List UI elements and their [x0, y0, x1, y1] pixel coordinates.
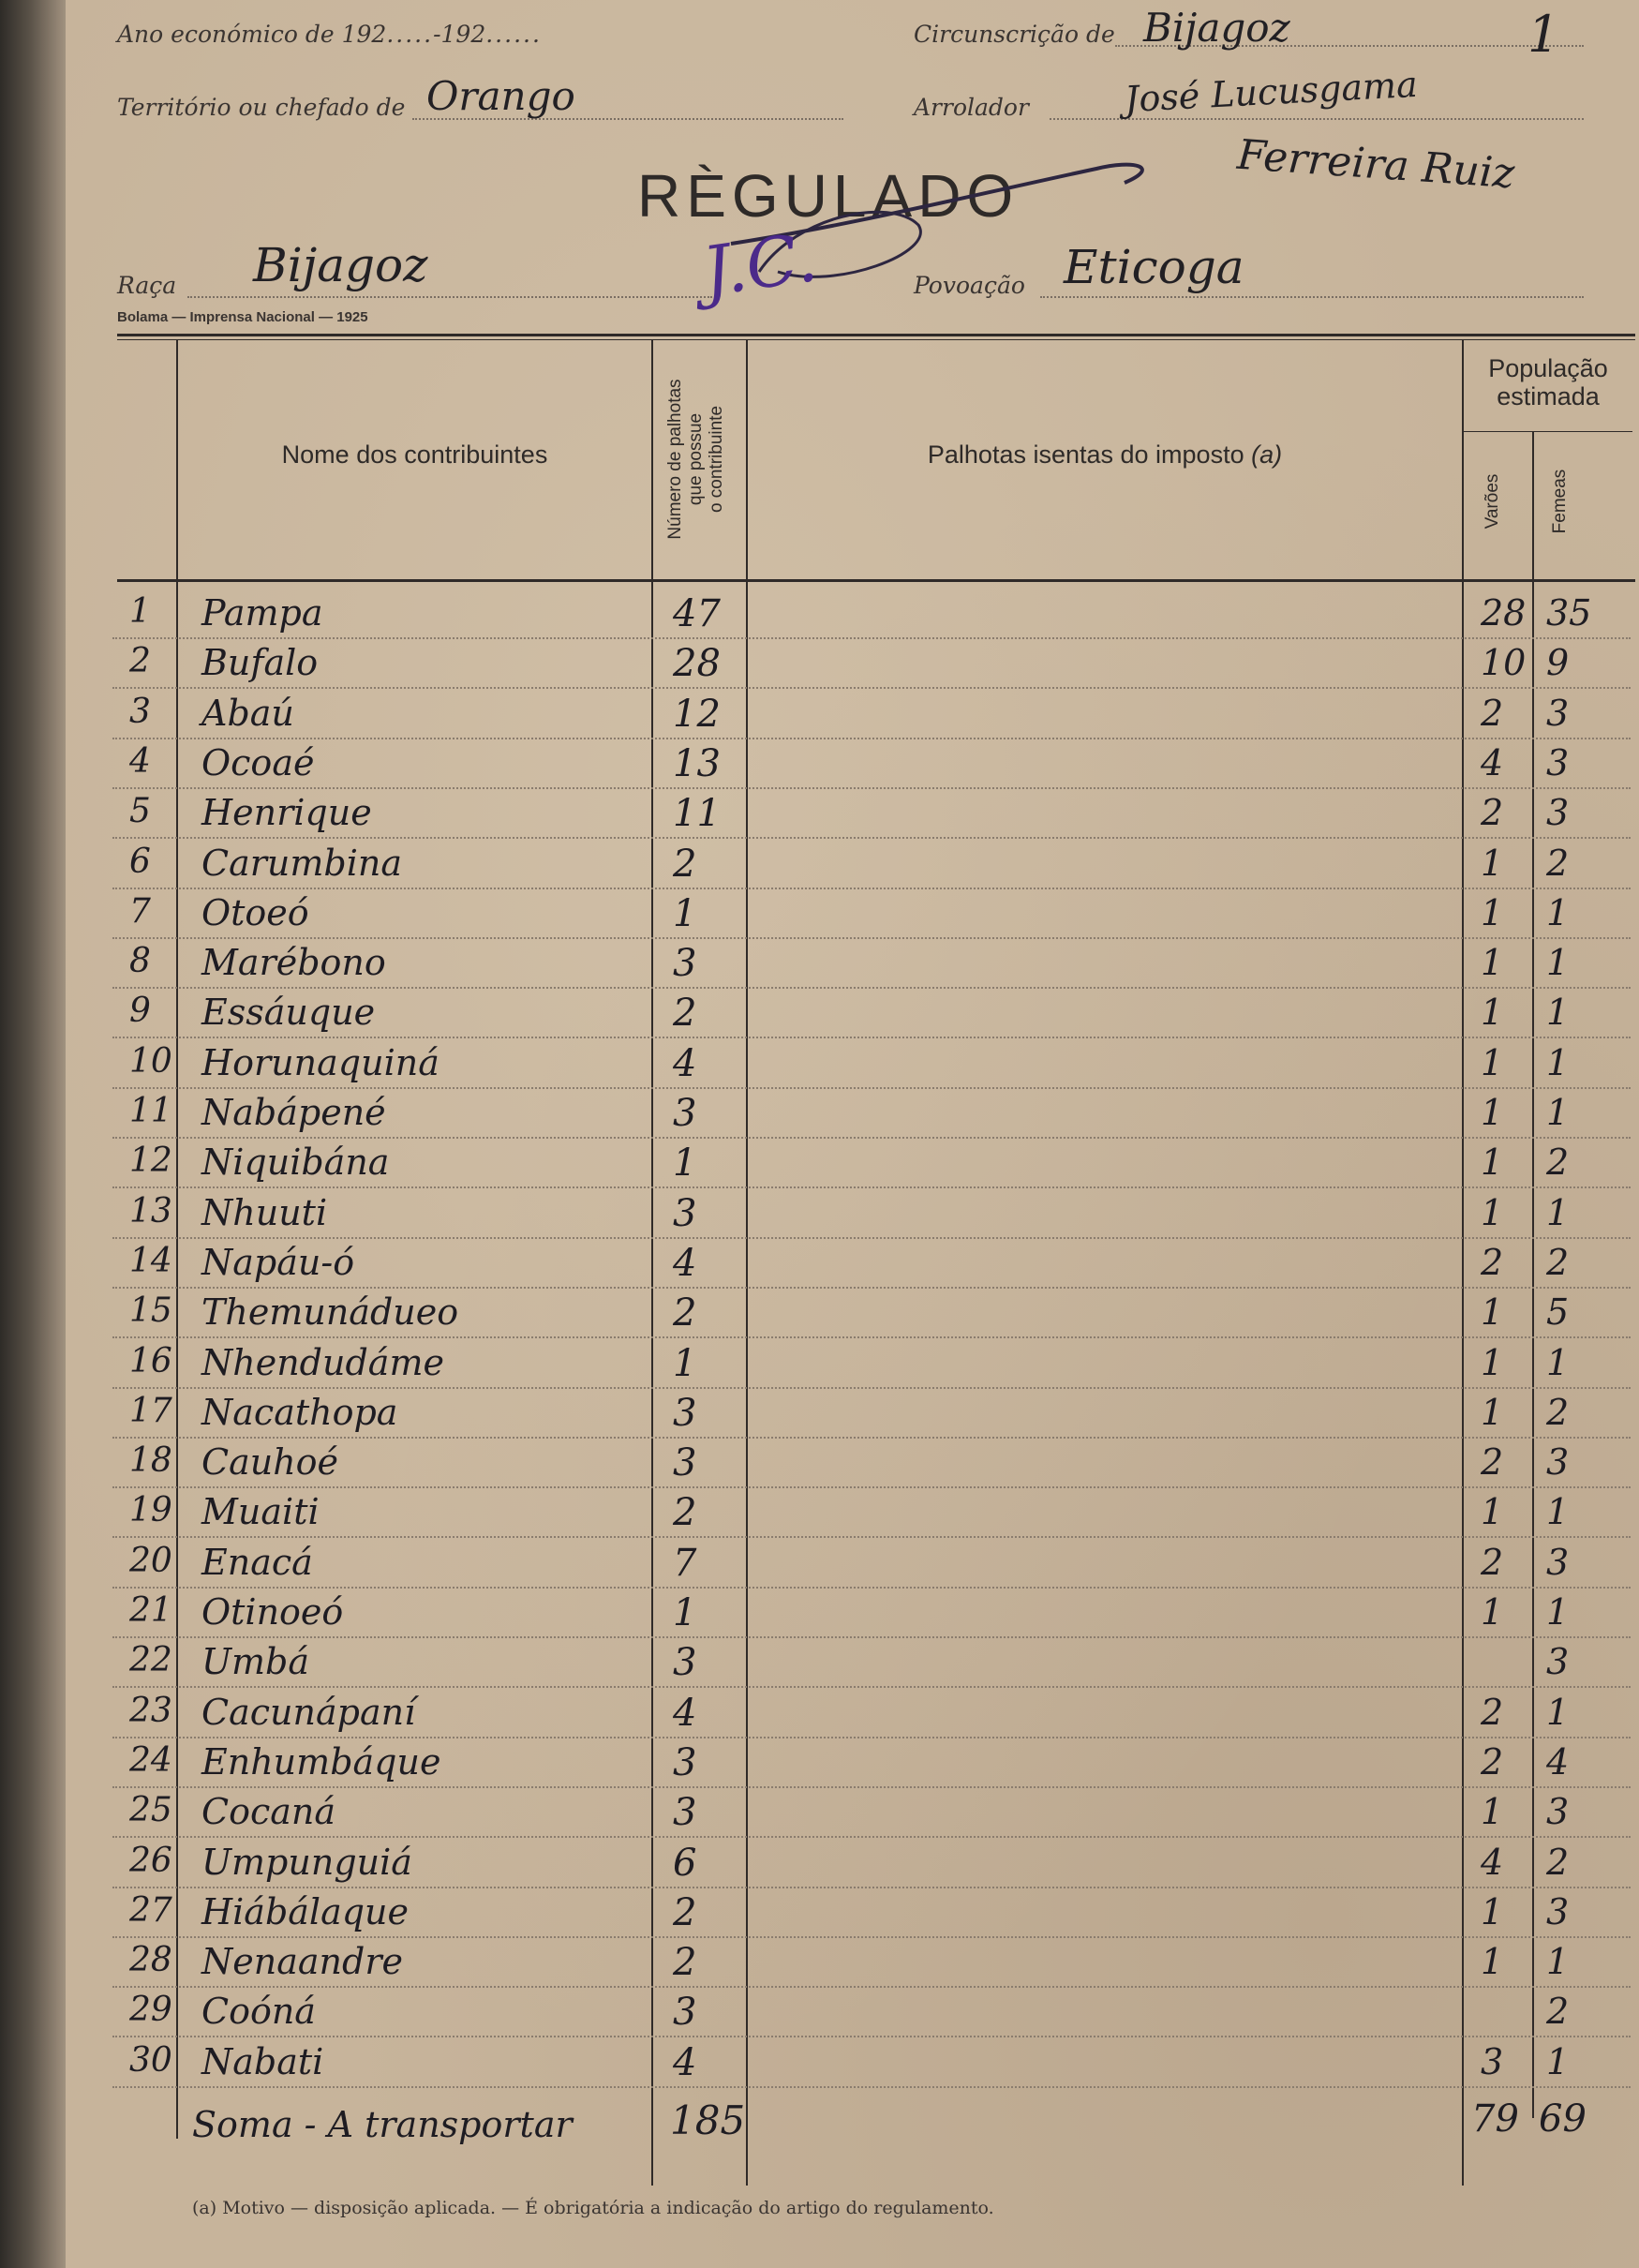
col-header-femeas: Femeas — [1550, 469, 1570, 534]
row-guide-line — [112, 787, 1631, 789]
row-guide-line — [112, 738, 1631, 739]
territorio-value: Orango — [426, 73, 575, 119]
row-number: 18 — [129, 1441, 172, 1481]
varoes-count: 1 — [1481, 1341, 1504, 1383]
table-top-rule — [117, 334, 1635, 336]
palhotas-count: 3 — [673, 1441, 697, 1485]
register-page — [66, 0, 1639, 2268]
contribuinte-name: Ocoaé — [201, 741, 315, 783]
raca-label: Raça — [117, 272, 177, 299]
col-header-populacao: População estimada — [1488, 354, 1608, 410]
row-guide-line — [112, 2036, 1631, 2037]
palhotas-count: 1 — [673, 891, 697, 935]
femeas-count: 3 — [1546, 1441, 1570, 1484]
contribuinte-name: Horunaquiná — [201, 1041, 440, 1083]
col-header-isentas: Palhotas isentas do imposto (a) — [927, 440, 1283, 469]
palhotas-count: 2 — [673, 1291, 697, 1335]
row-number: 30 — [129, 2040, 172, 2080]
contribuinte-name: Coóná — [201, 1991, 316, 2033]
femeas-count: 9 — [1546, 642, 1570, 684]
row-guide-line — [112, 1587, 1631, 1589]
varoes-count: 28 — [1481, 592, 1527, 634]
povoacao-label: Povoação — [914, 272, 1025, 299]
row-number: 3 — [129, 692, 151, 731]
row-number: 13 — [129, 1191, 172, 1231]
femeas-count: 2 — [1546, 842, 1570, 884]
palhotas-count: 28 — [673, 642, 721, 686]
femeas-count: 3 — [1546, 741, 1570, 783]
row-guide-line — [112, 1986, 1631, 1988]
femeas-count: 3 — [1546, 1641, 1570, 1683]
row-guide-line — [112, 1137, 1631, 1139]
raca-value: Bijagoz — [253, 238, 428, 292]
varoes-count: 2 — [1481, 1241, 1504, 1283]
palhotas-count: 13 — [673, 741, 721, 785]
femeas-count: 1 — [1546, 1341, 1570, 1383]
palhotas-count: 3 — [673, 1740, 697, 1784]
varoes-count: 10 — [1481, 642, 1527, 684]
row-number: 26 — [129, 1841, 172, 1880]
palhotas-count: 3 — [673, 1641, 697, 1685]
palhotas-count: 2 — [673, 992, 697, 1036]
row-number: 6 — [129, 842, 151, 881]
femeas-count: 1 — [1546, 1691, 1570, 1733]
circunscricao-label: Circunscrição de — [914, 21, 1115, 48]
varoes-count: 4 — [1481, 1841, 1504, 1883]
palhotas-count: 7 — [673, 1541, 697, 1585]
femeas-count: 1 — [1546, 942, 1570, 984]
varoes-count: 1 — [1481, 842, 1504, 884]
contribuinte-name: Pampa — [201, 592, 323, 634]
contribuinte-name: Hiábálaque — [201, 1890, 410, 1932]
row-number: 19 — [129, 1491, 172, 1530]
row-guide-line — [112, 1887, 1631, 1888]
printer-imprint: Bolama — Imprensa Nacional — 1925 — [117, 309, 368, 325]
col-rule-palhotas — [746, 339, 748, 2186]
row-number: 2 — [129, 642, 151, 681]
contribuinte-name: Otoeó — [201, 891, 309, 933]
varoes-count: 1 — [1481, 1591, 1504, 1633]
row-number: 1 — [129, 592, 151, 631]
palhotas-count: 4 — [673, 1241, 697, 1285]
femeas-count: 2 — [1546, 1391, 1570, 1433]
row-number: 8 — [129, 942, 151, 981]
varoes-count: 1 — [1481, 1890, 1504, 1932]
ano-label: Ano económico de 192.....-192...... — [117, 21, 542, 48]
row-number: 11 — [129, 1092, 172, 1130]
palhotas-count: 3 — [673, 1791, 697, 1835]
contribuinte-name: Bufalo — [201, 642, 319, 684]
row-number: 16 — [129, 1341, 172, 1380]
contribuinte-name: Otinoeó — [201, 1591, 344, 1633]
palhotas-count: 1 — [673, 1591, 697, 1634]
palhotas-count: 3 — [673, 942, 697, 986]
palhotas-count: 12 — [673, 692, 721, 736]
total-label: Soma - A transportar — [192, 2104, 573, 2145]
contribuinte-name: Henrique — [201, 792, 372, 834]
varoes-count: 1 — [1481, 1041, 1504, 1083]
varoes-count: 2 — [1481, 792, 1504, 834]
row-guide-line — [112, 1636, 1631, 1638]
contribuinte-name: Nabápené — [201, 1092, 386, 1133]
contribuinte-name: Cocaná — [201, 1791, 336, 1833]
total-palhotas: 185 — [670, 2097, 746, 2143]
row-guide-line — [112, 837, 1631, 839]
varoes-count: 1 — [1481, 1092, 1504, 1133]
col-rule-isentas — [1462, 339, 1464, 2186]
row-number: 24 — [129, 1740, 172, 1780]
row-number: 23 — [129, 1691, 172, 1730]
femeas-count: 5 — [1546, 1291, 1570, 1334]
varoes-count: 1 — [1481, 1141, 1504, 1184]
arrolador-label: Arrolador — [914, 94, 1029, 121]
row-number: 12 — [129, 1141, 172, 1181]
row-guide-line — [112, 1287, 1631, 1289]
row-number: 28 — [129, 1941, 172, 1980]
femeas-count: 1 — [1546, 891, 1570, 933]
femeas-count: 2 — [1546, 1991, 1570, 2033]
row-guide-line — [112, 1737, 1631, 1738]
row-guide-line — [112, 1037, 1631, 1038]
contribuinte-name: Niquibána — [201, 1141, 390, 1184]
femeas-count: 35 — [1546, 592, 1592, 634]
row-number: 20 — [129, 1541, 172, 1580]
row-guide-line — [112, 1536, 1631, 1538]
contribuinte-name: Cauhoé — [201, 1441, 339, 1484]
femeas-count: 1 — [1546, 1092, 1570, 1133]
row-guide-line — [112, 1836, 1631, 1838]
arrolador-signature-flourish: Ferreira Ruiz — [1235, 130, 1516, 199]
row-guide-line — [112, 2086, 1631, 2088]
palhotas-count: 4 — [673, 1041, 697, 1085]
row-number: 14 — [129, 1241, 172, 1280]
row-number: 17 — [129, 1391, 172, 1430]
page-title: RÈGULADO — [637, 162, 1020, 230]
row-number: 5 — [129, 792, 151, 831]
row-guide-line — [112, 687, 1631, 689]
row-guide-line — [112, 1936, 1631, 1938]
col-header-numero-palhotas: Número de palhotas que possue o contribuinte — [665, 379, 726, 540]
row-number: 22 — [129, 1641, 172, 1680]
femeas-count: 3 — [1546, 792, 1570, 834]
varoes-count: 1 — [1481, 891, 1504, 933]
row-guide-line — [112, 1087, 1631, 1089]
row-guide-line — [112, 1786, 1631, 1788]
femeas-count: 1 — [1546, 1941, 1570, 1983]
femeas-count: 4 — [1546, 1740, 1570, 1783]
palhotas-count: 1 — [673, 1141, 697, 1186]
arrolador-signature: José Lucusgama — [1124, 63, 1419, 121]
contribuinte-name: Nhendudáme — [201, 1341, 444, 1383]
total-varoes: 79 — [1471, 2097, 1519, 2141]
contribuinte-name: Nacathopa — [201, 1391, 398, 1433]
femeas-count: 1 — [1546, 992, 1570, 1034]
header-bottom-rule — [117, 579, 1635, 582]
row-number: 15 — [129, 1291, 172, 1331]
row-number: 29 — [129, 1991, 172, 2030]
col-rule-name — [651, 339, 653, 2186]
contribuinte-name: Nabati — [201, 2040, 324, 2082]
femeas-count: 3 — [1546, 692, 1570, 734]
povoacao-value: Eticoga — [1064, 240, 1244, 294]
varoes-count: 1 — [1481, 1491, 1504, 1533]
col-header-varoes: Varões — [1483, 473, 1502, 530]
row-guide-line — [112, 1437, 1631, 1439]
femeas-count: 3 — [1546, 1890, 1570, 1932]
row-guide-line — [112, 937, 1631, 939]
varoes-count: 1 — [1481, 1191, 1504, 1233]
row-number: 27 — [129, 1890, 172, 1930]
row-guide-line — [112, 1686, 1631, 1688]
palhotas-count: 2 — [673, 1941, 697, 1985]
territorio-label: Território ou chefado de — [117, 94, 406, 121]
contribuinte-name: Umpunguiá — [201, 1841, 412, 1883]
contribuinte-name: Enhumbáque — [201, 1740, 441, 1783]
row-guide-line — [112, 1486, 1631, 1488]
varoes-count: 1 — [1481, 1291, 1504, 1334]
palhotas-count: 3 — [673, 1991, 697, 2035]
row-guide-line — [112, 1186, 1631, 1188]
contribuinte-name: Cacunápaní — [201, 1691, 416, 1733]
contribuinte-name: Umbá — [201, 1641, 310, 1683]
palhotas-count: 3 — [673, 1092, 697, 1135]
femeas-count: 1 — [1546, 1041, 1570, 1083]
row-guide-line — [112, 987, 1631, 989]
contribuinte-name: Nenaandre — [201, 1941, 403, 1983]
col-header-nome: Nome dos contribuintes — [281, 440, 548, 469]
femeas-count: 2 — [1546, 1141, 1570, 1184]
varoes-count: 1 — [1481, 992, 1504, 1034]
row-number: 25 — [129, 1791, 172, 1830]
book-binding — [0, 0, 75, 2268]
femeas-count: 3 — [1546, 1791, 1570, 1833]
contribuinte-name: Carumbina — [201, 842, 403, 884]
palhotas-count: 11 — [673, 792, 721, 836]
palhotas-count: 4 — [673, 2040, 697, 2084]
contribuinte-name: Abaú — [201, 692, 294, 734]
contribuinte-name: Muaiti — [201, 1491, 320, 1533]
varoes-count: 2 — [1481, 1541, 1504, 1583]
col-rule-varoes — [1532, 431, 1534, 2118]
contribuinte-name: Napáu-ó — [201, 1241, 355, 1283]
palhotas-count: 4 — [673, 1691, 697, 1735]
palhotas-count: 1 — [673, 1341, 697, 1385]
contribuinte-name: Essáuque — [201, 992, 376, 1034]
row-number: 4 — [129, 741, 151, 781]
row-guide-line — [112, 1336, 1631, 1338]
row-number: 21 — [129, 1591, 172, 1630]
varoes-count: 2 — [1481, 1740, 1504, 1783]
varoes-count: 4 — [1481, 741, 1504, 783]
varoes-count: 1 — [1481, 1791, 1504, 1833]
total-femeas: 69 — [1539, 2097, 1587, 2141]
palhotas-count: 2 — [673, 1491, 697, 1535]
row-guide-line — [112, 888, 1631, 889]
contribuinte-name: Themunádueo — [201, 1291, 459, 1334]
page-number: 1 — [1527, 5, 1560, 64]
femeas-count: 1 — [1546, 1191, 1570, 1233]
femeas-count: 1 — [1546, 1591, 1570, 1633]
footnote: (a) Motivo — disposição aplicada. — É obrigatória a indicação do artigo do regulamento. — [192, 2198, 994, 2218]
femeas-count: 1 — [1546, 1491, 1570, 1533]
palhotas-count: 47 — [673, 592, 721, 635]
row-number: 10 — [129, 1041, 172, 1081]
palhotas-count: 2 — [673, 842, 697, 886]
varoes-count: 1 — [1481, 942, 1504, 984]
row-number: 7 — [129, 891, 151, 931]
row-guide-line — [112, 637, 1631, 639]
femeas-count: 2 — [1546, 1241, 1570, 1283]
varoes-count: 1 — [1481, 1391, 1504, 1433]
palhotas-count: 2 — [673, 1890, 697, 1934]
row-number: 9 — [129, 992, 151, 1031]
varoes-count: 2 — [1481, 692, 1504, 734]
varoes-count: 1 — [1481, 1941, 1504, 1983]
palhotas-count: 3 — [673, 1191, 697, 1235]
row-guide-line — [112, 1387, 1631, 1389]
palhotas-count: 6 — [673, 1841, 697, 1885]
row-guide-line — [112, 1237, 1631, 1239]
femeas-count: 2 — [1546, 1841, 1570, 1883]
circunscricao-value: Bijagoz — [1143, 5, 1290, 51]
col-rule-number — [176, 339, 178, 2139]
femeas-count: 3 — [1546, 1541, 1570, 1583]
varoes-count: 2 — [1481, 1441, 1504, 1484]
violet-ink-initials: J.C. — [697, 216, 822, 312]
contribuinte-name: Nhuuti — [201, 1191, 328, 1233]
varoes-count: 3 — [1481, 2040, 1504, 2082]
varoes-count: 2 — [1481, 1691, 1504, 1733]
femeas-count: 1 — [1546, 2040, 1570, 2082]
contribuinte-name: Marébono — [201, 942, 386, 984]
palhotas-count: 3 — [673, 1391, 697, 1435]
contribuinte-name: Enacá — [201, 1541, 313, 1583]
